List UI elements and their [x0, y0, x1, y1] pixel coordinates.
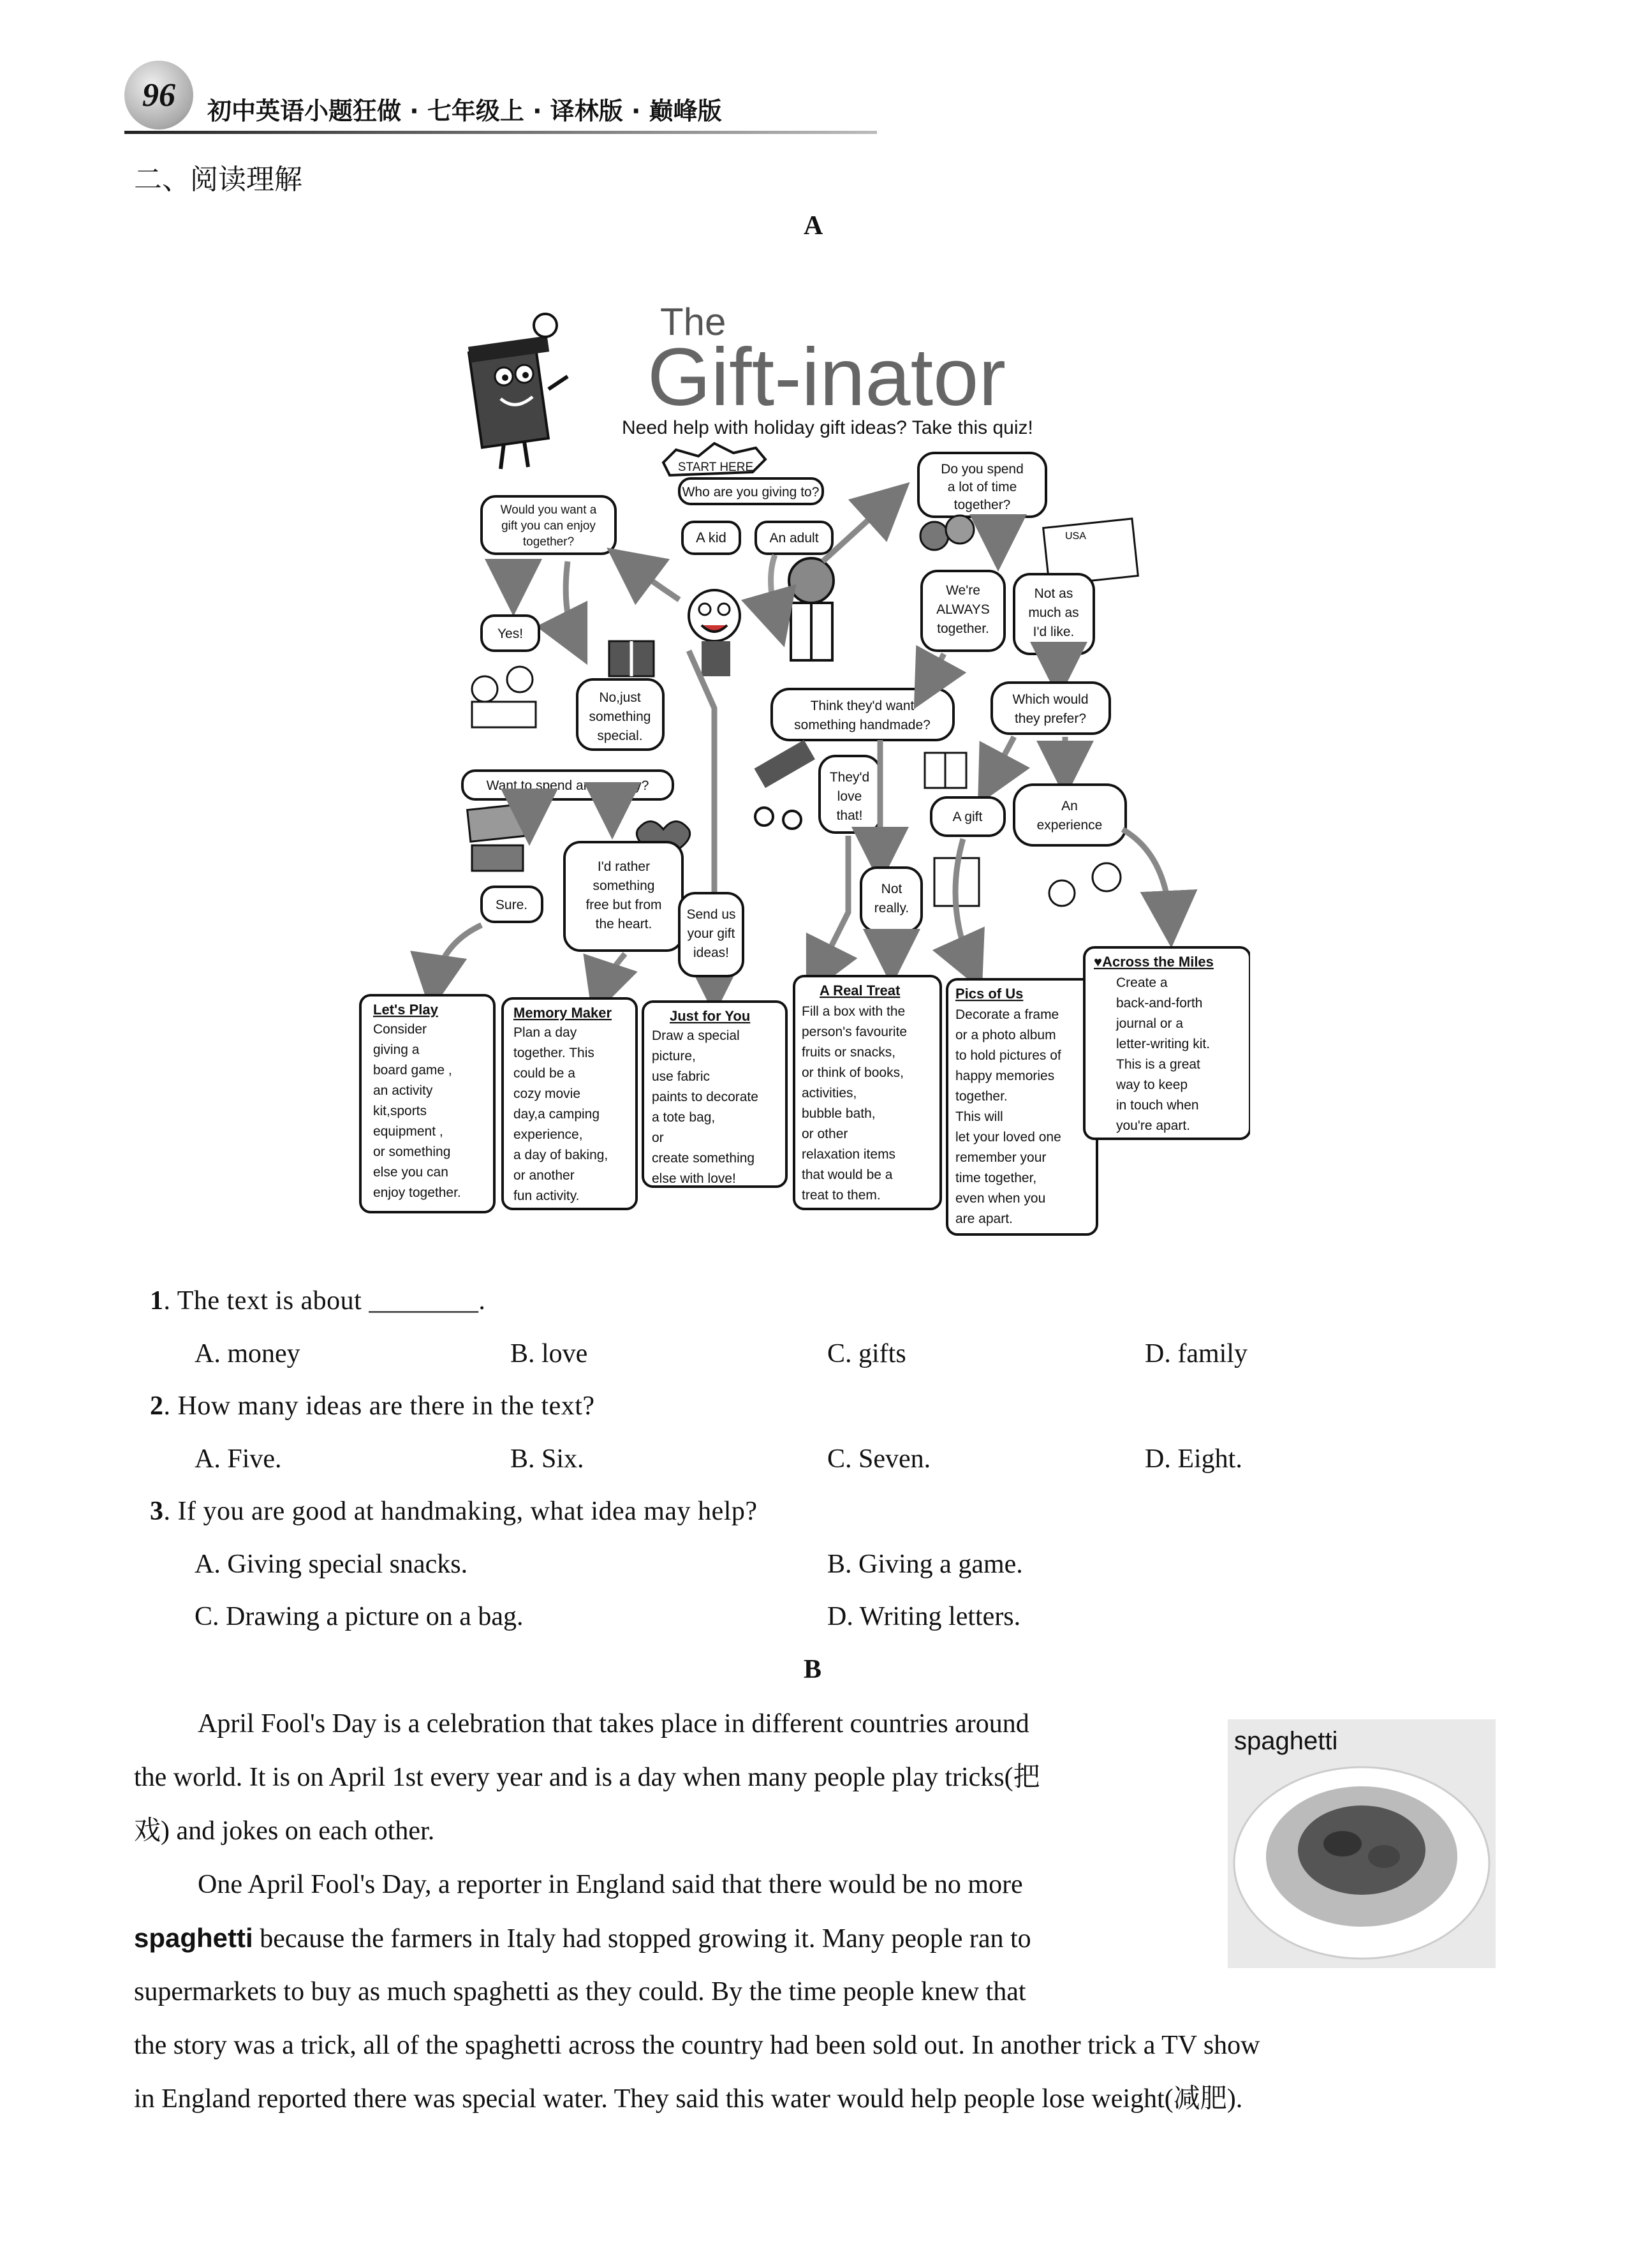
money-icon — [467, 804, 525, 871]
gift-box-mascot-icon — [468, 314, 568, 469]
idea-box-memory-maker — [503, 998, 637, 1209]
svg-text:together?: together? — [953, 498, 1011, 512]
idea-box-just-for-you — [643, 1002, 786, 1187]
kid-label: A kid — [696, 530, 726, 545]
gift-icon-2 — [925, 753, 966, 788]
prefer-box — [992, 683, 1110, 734]
question-3: 3. If you are good at handmaking, what idea may help? — [150, 1497, 758, 1526]
svg-text:Send us: Send us — [686, 907, 736, 922]
section-title: 二、阅读理解 — [134, 163, 302, 196]
svg-text:equipment ,: equipment , — [373, 1124, 443, 1139]
svg-text:treat to them.: treat to them. — [802, 1188, 881, 1203]
svg-text:Which would: Which would — [1012, 692, 1089, 707]
book-title: 初中英语小题狂做 · 七年级上 · 译林版 · 巅峰版 — [207, 97, 722, 125]
svg-text:or another: or another — [513, 1168, 575, 1183]
svg-text:experience,: experience, — [513, 1127, 583, 1142]
svg-text:or: or — [652, 1130, 664, 1145]
svg-text:to hold pictures of: to hold pictures of — [955, 1048, 1061, 1063]
svg-text:bubble bath,: bubble bath, — [802, 1106, 876, 1121]
svg-text:They'd: They'd — [829, 770, 870, 785]
svg-text:fruits or snacks,: fruits or snacks, — [802, 1045, 896, 1060]
svg-text:board game ,: board game , — [373, 1063, 452, 1078]
q3-option-a: A. Giving special snacks. — [195, 1550, 468, 1579]
passage-b-p2-line5: in England reported there was special water. They said this water would help people lose weight(减肥). — [134, 2084, 1243, 2114]
svg-text:or something: or something — [373, 1145, 451, 1159]
svg-text:or think of books,: or think of books, — [802, 1065, 904, 1080]
svg-text:back-and-forth: back-and-forth — [1116, 996, 1203, 1011]
svg-text:together.: together. — [937, 621, 989, 636]
friends-icon — [472, 667, 536, 727]
svg-text:that!: that! — [836, 808, 863, 823]
svg-text:could be a: could be a — [513, 1066, 575, 1081]
svg-text:let your loved one: let your loved one — [955, 1130, 1061, 1145]
passage-b-p2-line2: spaghetti because the farmers in Italy had stopped growing it. Many people ran to — [134, 1923, 1031, 1953]
svg-text:something: something — [593, 878, 655, 893]
subtitle: Need help with holiday gift ideas? Take this quiz! — [622, 417, 1033, 438]
gift-inator-flowchart — [357, 281, 1250, 1238]
svg-text:Create a: Create a — [1116, 975, 1168, 990]
spaghetti-caption: spaghetti — [1234, 1727, 1338, 1755]
svg-text:Draw a special: Draw a special — [652, 1028, 740, 1043]
svg-text:We're: We're — [946, 583, 980, 598]
passage-b-p2-line1: One April Fool's Day, a reporter in England said that there would be no more — [198, 1870, 1023, 1899]
svg-text:journal or a: journal or a — [1116, 1016, 1184, 1031]
svg-text:a day of baking,: a day of baking, — [513, 1148, 608, 1162]
svg-text:ideas!: ideas! — [693, 945, 730, 960]
passage-b-p1-line1: April Fool's Day is a celebration that takes place in different countries around — [198, 1709, 1029, 1738]
spaghetti-photo — [1228, 1719, 1496, 1968]
svg-text:something: something — [589, 709, 651, 724]
svg-text:Would you want a: Would you want a — [500, 503, 597, 517]
svg-text:♥Across the Miles: ♥Across the Miles — [1094, 954, 1214, 970]
spend-money-label: Want to spend any money? — [486, 778, 649, 793]
sure-label: Sure. — [495, 898, 528, 912]
svg-text:they prefer?: they prefer? — [1014, 711, 1087, 726]
svg-text:picture,: picture, — [652, 1049, 696, 1064]
question-2: 2. How many ideas are there in the text? — [150, 1391, 595, 1421]
q3-option-c: C. Drawing a picture on a bag. — [195, 1602, 524, 1631]
a-gift-label: A gift — [952, 810, 983, 824]
svg-text:cozy movie: cozy movie — [513, 1086, 581, 1101]
svg-text:A Real Treat: A Real Treat — [820, 982, 901, 998]
svg-text:else with love!: else with love! — [652, 1171, 736, 1186]
couple-icon — [920, 515, 974, 550]
svg-text:together. This: together. This — [513, 1046, 594, 1060]
svg-text:time together,: time together, — [955, 1171, 1037, 1185]
svg-text:or other: or other — [802, 1127, 848, 1141]
gift-icon — [609, 641, 654, 676]
svg-text:you're apart.: you're apart. — [1116, 1118, 1191, 1133]
handmade-box — [772, 689, 953, 740]
passage-a-letter: A — [804, 211, 823, 241]
experience-box — [1014, 785, 1126, 845]
svg-text:Not: Not — [881, 882, 902, 896]
svg-text:create something: create something — [652, 1151, 755, 1166]
svg-text:person's favourite: person's favourite — [802, 1025, 908, 1039]
svg-text:free but from: free but from — [585, 898, 662, 912]
craft-supplies-icon — [755, 740, 815, 829]
q1-option-d: D. family — [1145, 1339, 1248, 1368]
svg-text:Memory Maker: Memory Maker — [513, 1005, 612, 1021]
svg-text:relaxation items: relaxation items — [802, 1147, 896, 1162]
q2-option-d: D. Eight. — [1145, 1444, 1242, 1474]
q2-option-c: C. Seven. — [827, 1444, 931, 1474]
q3-option-b: B. Giving a game. — [827, 1550, 1023, 1579]
passage-b-p1-line3: 戏) and jokes on each other. — [134, 1816, 435, 1846]
passage-b-p2-line4: the story was a trick, all of the spaghetti across the country had been sold out. In another trick a TV show — [134, 2031, 1260, 2060]
title-the: The — [660, 300, 726, 343]
svg-text:that would be a: that would be a — [802, 1167, 893, 1182]
svg-text:fun activity.: fun activity. — [513, 1189, 580, 1203]
q1-option-a: A. money — [195, 1339, 300, 1368]
svg-text:letter-writing kit.: letter-writing kit. — [1116, 1037, 1211, 1051]
kids-playing-icon — [1049, 863, 1121, 906]
svg-text:else you can: else you can — [373, 1165, 448, 1180]
start-label: START HERE — [677, 461, 754, 474]
svg-text:gift you can enjoy: gift you can enjoy — [501, 519, 596, 533]
svg-text:paints to decorate: paints to decorate — [652, 1090, 758, 1104]
svg-text:Pics of Us: Pics of Us — [955, 986, 1024, 1002]
svg-text:giving a: giving a — [373, 1042, 420, 1057]
svg-text:Do you spend: Do you spend — [941, 462, 1024, 477]
q3-option-d: D. Writing letters. — [827, 1602, 1021, 1631]
svg-text:special.: special. — [597, 729, 643, 743]
svg-text:use fabric: use fabric — [652, 1069, 710, 1084]
svg-text:even when you: even when you — [955, 1191, 1046, 1206]
page-number-badge — [124, 61, 193, 130]
passage-b-letter: B — [804, 1655, 822, 1684]
svg-text:Think they'd want: Think they'd want — [810, 699, 915, 713]
svg-text:This is a great: This is a great — [1116, 1057, 1200, 1072]
svg-text:the heart.: the heart. — [595, 917, 652, 931]
yes-label: Yes! — [497, 626, 524, 641]
svg-text:Decorate a frame: Decorate a frame — [955, 1007, 1059, 1022]
svg-text:USA: USA — [1065, 531, 1086, 542]
adult-label: An adult — [769, 531, 819, 545]
idea-box-pics-of-us — [947, 979, 1097, 1234]
svg-text:Just for You: Just for You — [670, 1008, 751, 1024]
adult-figure-icon — [789, 558, 834, 660]
svg-text:in touch when: in touch when — [1116, 1098, 1199, 1113]
header-rule — [124, 131, 877, 134]
rather-free-box — [564, 842, 682, 951]
who-label: Who are you giving to? — [682, 485, 820, 500]
svg-text:together?: together? — [522, 535, 575, 549]
q1-option-b: B. love — [510, 1339, 588, 1368]
svg-text:Not as: Not as — [1034, 586, 1073, 601]
svg-text:day,a camping: day,a camping — [513, 1107, 600, 1122]
svg-text:a tote bag,: a tote bag, — [652, 1110, 716, 1125]
not-really-box — [861, 868, 922, 931]
svg-text:activities,: activities, — [802, 1086, 857, 1101]
svg-text:together.: together. — [955, 1089, 1008, 1104]
svg-text:enjoy together.: enjoy together. — [373, 1185, 461, 1200]
idea-box-a-real-treat — [794, 976, 941, 1209]
svg-text:Consider: Consider — [373, 1022, 427, 1037]
svg-text:An: An — [1061, 799, 1078, 813]
q1-option-c: C. gifts — [827, 1339, 906, 1368]
title-main: Gift-inator — [647, 332, 1006, 423]
idea-box-lets-play — [360, 995, 494, 1212]
question-1: 1. The text is about ________. — [150, 1286, 486, 1316]
svg-text:No,just: No,just — [599, 690, 641, 705]
svg-text:ALWAYS: ALWAYS — [936, 602, 990, 617]
svg-text:remember your: remember your — [955, 1150, 1047, 1165]
q2-option-a: A. Five. — [195, 1444, 282, 1474]
page-number: 96 — [142, 77, 175, 114]
svg-text:your gift: your gift — [687, 926, 735, 941]
svg-text:way to keep: way to keep — [1116, 1078, 1188, 1092]
passage-b-p1-line2: the world. It is on April 1st every year and is a day when many people play tricks(把 — [134, 1763, 1040, 1792]
svg-text:I'd rather: I'd rather — [597, 859, 651, 874]
svg-text:something handmade?: something handmade? — [794, 718, 931, 732]
svg-text:love: love — [837, 789, 862, 804]
svg-text:Let's Play: Let's Play — [373, 1002, 438, 1018]
svg-text:happy memories: happy memories — [955, 1069, 1055, 1083]
svg-text:are apart.: are apart. — [955, 1212, 1013, 1226]
idea-box-across-the-miles — [1084, 947, 1250, 1139]
svg-text:experience: experience — [1036, 818, 1103, 833]
svg-text:or a photo album: or a photo album — [955, 1028, 1056, 1042]
svg-text:This will: This will — [955, 1109, 1003, 1124]
svg-text:much as: much as — [1028, 605, 1079, 620]
svg-text:Plan a day: Plan a day — [513, 1025, 577, 1040]
svg-text:a lot of time: a lot of time — [947, 480, 1017, 494]
svg-text:an activity: an activity — [373, 1083, 433, 1098]
svg-text:Fill a box with the: Fill a box with the — [802, 1004, 906, 1019]
svg-text:kit,sports: kit,sports — [373, 1104, 427, 1118]
q2-option-b: B. Six. — [510, 1444, 584, 1474]
passage-b-p2-line3: supermarkets to buy as much spaghetti as they could. By the time people knew that — [134, 1977, 1026, 2006]
svg-text:I'd like.: I'd like. — [1033, 625, 1075, 639]
svg-text:really.: really. — [874, 901, 909, 915]
